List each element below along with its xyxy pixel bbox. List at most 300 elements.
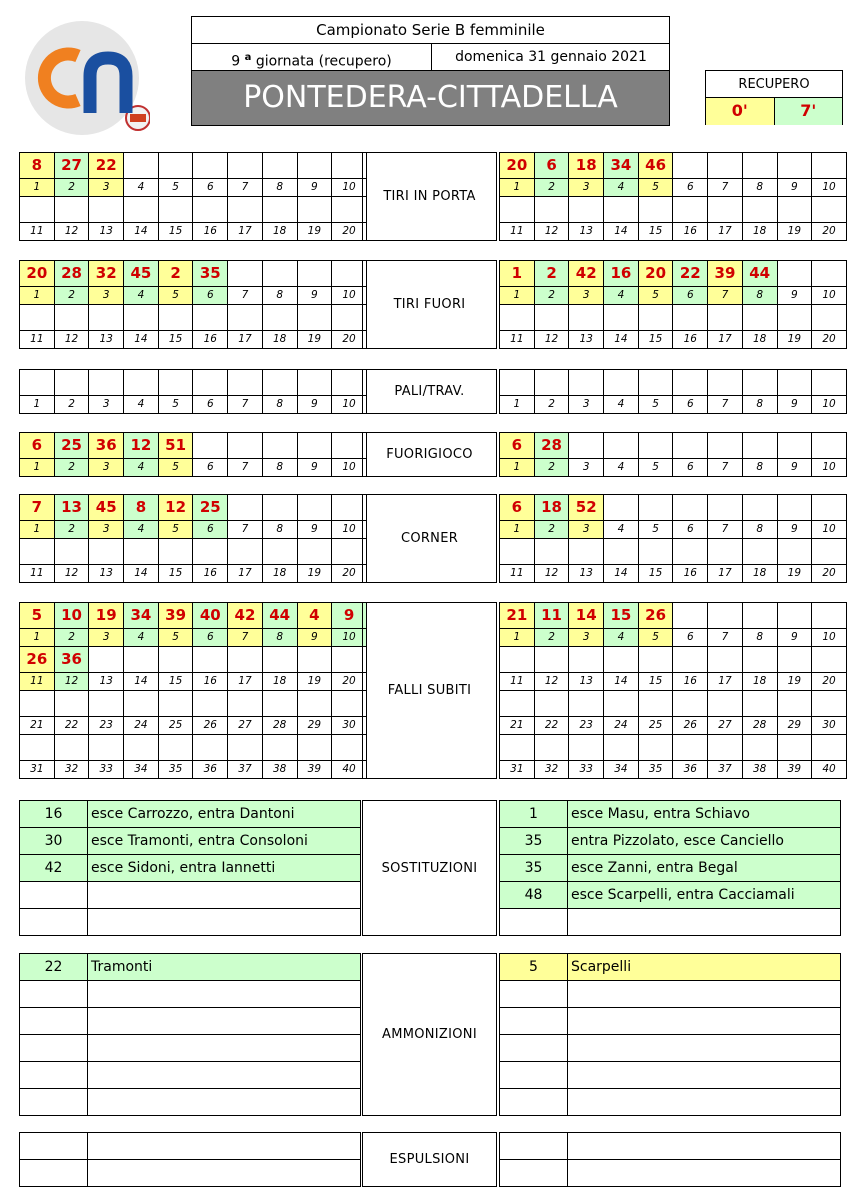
slot-number: 27 — [228, 717, 263, 735]
minute-cell — [500, 305, 535, 331]
minute-cell: 45 — [124, 261, 159, 287]
event-minute — [500, 1089, 568, 1116]
minute-cell — [604, 433, 639, 459]
slot-number: 32 — [54, 761, 89, 779]
slot-number: 8 — [742, 396, 777, 414]
minute-cell — [604, 495, 639, 521]
minute-cell — [124, 305, 159, 331]
minute-cell: 26 — [20, 647, 55, 673]
event-description — [88, 882, 361, 909]
slot-number: 4 — [124, 459, 159, 477]
minute-cell — [500, 370, 535, 396]
minute-cell: 27 — [54, 153, 89, 179]
slot-number: 1 — [500, 287, 535, 305]
slot-number: 7 — [708, 629, 743, 647]
slot-number: 6 — [193, 629, 228, 647]
list-row — [500, 801, 841, 828]
slot-number: 15 — [638, 331, 673, 349]
minute-cell — [812, 433, 847, 459]
slot-number: 9 — [777, 459, 812, 477]
slot-number: 5 — [638, 521, 673, 539]
minute-cell — [742, 735, 777, 761]
minute-cell — [193, 735, 228, 761]
slot-number: 20 — [812, 673, 847, 691]
slot-number: 5 — [638, 459, 673, 477]
slot-number: 12 — [54, 673, 89, 691]
minute-cell — [262, 305, 297, 331]
minute-cell: 36 — [54, 647, 89, 673]
slot-number: 4 — [604, 287, 639, 305]
minute-cell — [708, 370, 743, 396]
falli-subiti-label: FALLI SUBITI — [362, 602, 497, 779]
list-row — [20, 1089, 361, 1116]
minute-cell — [20, 305, 55, 331]
slot-number: 16 — [193, 565, 228, 583]
slot-number: 20 — [812, 331, 847, 349]
minute-cell: 13 — [54, 495, 89, 521]
minute-cell — [124, 539, 159, 565]
minute-cell — [742, 370, 777, 396]
minute-cell — [297, 647, 332, 673]
minute-cell: 26 — [638, 603, 673, 629]
corner-away-grid — [499, 494, 847, 583]
round-suffix: a — [244, 52, 252, 63]
slot-number: 14 — [124, 223, 159, 241]
slot-number: 18 — [742, 331, 777, 349]
minute-cell — [638, 691, 673, 717]
tiri-fuori-home-grid — [19, 260, 367, 349]
event-minute: 30 — [20, 828, 88, 855]
minute-cell: 39 — [158, 603, 193, 629]
minute-cell — [777, 197, 812, 223]
slot-number: 20 — [812, 223, 847, 241]
slot-number: 13 — [569, 223, 604, 241]
minute-cell — [812, 305, 847, 331]
slot-number: 1 — [20, 179, 55, 197]
event-description — [88, 909, 361, 936]
list-row — [20, 1008, 361, 1035]
slot-number: 10 — [332, 396, 367, 414]
slot-number: 3 — [569, 459, 604, 477]
minute-cell — [158, 197, 193, 223]
minute-cell — [20, 370, 55, 396]
minute-cell: 25 — [193, 495, 228, 521]
event-description: Scarpelli — [568, 954, 841, 981]
slot-number: 17 — [228, 565, 263, 583]
slot-number: 34 — [124, 761, 159, 779]
slot-number: 7 — [228, 396, 263, 414]
minute-cell — [54, 197, 89, 223]
tiri-in-porta-label: TIRI IN PORTA — [362, 152, 497, 241]
minute-cell — [158, 735, 193, 761]
slot-number: 4 — [604, 396, 639, 414]
slot-number: 13 — [89, 331, 124, 349]
slot-number: 5 — [638, 287, 673, 305]
slot-number: 12 — [534, 223, 569, 241]
slot-number: 23 — [89, 717, 124, 735]
minute-cell — [742, 495, 777, 521]
slot-number: 4 — [124, 287, 159, 305]
slot-number: 9 — [297, 396, 332, 414]
minute-cell — [569, 197, 604, 223]
slot-number: 36 — [193, 761, 228, 779]
slot-number: 8 — [742, 287, 777, 305]
minute-cell: 20 — [20, 261, 55, 287]
event-minute: 42 — [20, 855, 88, 882]
minute-cell — [638, 433, 673, 459]
slot-number: 5 — [158, 287, 193, 305]
minute-cell — [158, 305, 193, 331]
minute-cell — [742, 603, 777, 629]
slot-number: 1 — [500, 629, 535, 647]
slot-number: 33 — [89, 761, 124, 779]
tiri-in-porta-home-grid — [19, 152, 367, 241]
tiri-in-porta-away-grid — [499, 152, 847, 241]
minute-cell — [708, 433, 743, 459]
slot-number: 20 — [332, 673, 367, 691]
minute-cell: 8 — [124, 495, 159, 521]
slot-number: 11 — [20, 331, 55, 349]
minute-cell: 10 — [54, 603, 89, 629]
minute-cell — [742, 691, 777, 717]
minute-cell — [708, 539, 743, 565]
list-row — [20, 1062, 361, 1089]
minute-cell — [534, 691, 569, 717]
slot-number: 18 — [262, 223, 297, 241]
minute-cell — [228, 305, 263, 331]
slot-number: 37 — [228, 761, 263, 779]
minute-cell — [777, 603, 812, 629]
minute-cell — [708, 691, 743, 717]
minute-cell — [777, 305, 812, 331]
minute-cell — [673, 197, 708, 223]
slot-number: 25 — [638, 717, 673, 735]
minute-cell — [500, 691, 535, 717]
minute-cell — [20, 735, 55, 761]
minute-cell — [534, 647, 569, 673]
slot-number: 39 — [297, 761, 332, 779]
minute-cell — [158, 691, 193, 717]
slot-number: 15 — [158, 565, 193, 583]
minute-cell — [569, 647, 604, 673]
slot-number: 9 — [777, 521, 812, 539]
event-description — [88, 1089, 361, 1116]
slot-number: 16 — [673, 331, 708, 349]
list-row — [20, 981, 361, 1008]
minute-cell — [262, 370, 297, 396]
slot-number: 17 — [708, 565, 743, 583]
slot-number: 31 — [500, 761, 535, 779]
minute-cell: 6 — [534, 153, 569, 179]
event-description: esce Masu, entra Schiavo — [568, 801, 841, 828]
event-description — [88, 1062, 361, 1089]
slot-number: 12 — [54, 331, 89, 349]
minute-cell — [262, 691, 297, 717]
minute-cell — [569, 370, 604, 396]
slot-number: 17 — [708, 673, 743, 691]
minute-cell — [638, 197, 673, 223]
slot-number: 4 — [124, 179, 159, 197]
slot-number: 2 — [534, 179, 569, 197]
event-minute: 1 — [500, 801, 568, 828]
event-description — [568, 981, 841, 1008]
minute-cell: 12 — [124, 433, 159, 459]
slot-number: 19 — [777, 223, 812, 241]
slot-number: 2 — [54, 459, 89, 477]
pali-trav-label: PALI/TRAV. — [362, 369, 497, 414]
recupero-first-half: 0' — [706, 98, 774, 125]
slot-number: 2 — [54, 629, 89, 647]
minute-cell — [89, 539, 124, 565]
slot-number: 29 — [297, 717, 332, 735]
minute-cell: 5 — [20, 603, 55, 629]
minute-cell: 11 — [534, 603, 569, 629]
minute-cell — [742, 647, 777, 673]
list-row — [20, 1035, 361, 1062]
minute-cell — [297, 305, 332, 331]
event-minute: 16 — [20, 801, 88, 828]
minute-cell — [708, 305, 743, 331]
slot-number: 10 — [332, 521, 367, 539]
list-row — [20, 855, 361, 882]
minute-cell — [638, 495, 673, 521]
event-description — [568, 1062, 841, 1089]
slot-number: 7 — [708, 521, 743, 539]
minute-cell: 45 — [89, 495, 124, 521]
slot-number: 19 — [297, 565, 332, 583]
round-text: giornata (recupero) — [255, 53, 392, 70]
minute-cell — [228, 197, 263, 223]
falli-subiti-away-grid — [499, 602, 847, 779]
slot-number: 35 — [638, 761, 673, 779]
slot-number: 9 — [777, 287, 812, 305]
minute-cell: 22 — [673, 261, 708, 287]
minute-cell — [638, 305, 673, 331]
minute-cell — [604, 197, 639, 223]
minute-cell — [228, 691, 263, 717]
minute-cell — [777, 691, 812, 717]
slot-number: 24 — [124, 717, 159, 735]
list-row — [500, 855, 841, 882]
list-row — [500, 828, 841, 855]
recupero-box — [705, 70, 843, 125]
slot-number: 8 — [262, 396, 297, 414]
slot-number: 18 — [262, 565, 297, 583]
minute-cell: 6 — [20, 433, 55, 459]
slot-number: 9 — [777, 629, 812, 647]
slot-number: 24 — [604, 717, 639, 735]
minute-cell — [534, 370, 569, 396]
minute-cell — [228, 433, 263, 459]
minute-cell — [500, 539, 535, 565]
minute-cell — [20, 197, 55, 223]
slot-number: 10 — [812, 459, 847, 477]
minute-cell — [604, 370, 639, 396]
minute-cell — [812, 735, 847, 761]
minute-cell: 36 — [89, 433, 124, 459]
event-minute — [20, 981, 88, 1008]
event-description — [568, 1160, 841, 1187]
minute-cell — [534, 305, 569, 331]
slot-number: 38 — [742, 761, 777, 779]
minute-cell: 18 — [569, 153, 604, 179]
round-info — [192, 44, 669, 71]
slot-number: 12 — [534, 331, 569, 349]
slot-number: 6 — [673, 459, 708, 477]
minute-cell: 22 — [89, 153, 124, 179]
minute-cell — [673, 153, 708, 179]
slot-number: 2 — [54, 287, 89, 305]
slot-number: 17 — [228, 673, 263, 691]
minute-cell: 2 — [158, 261, 193, 287]
minute-cell — [534, 539, 569, 565]
slot-number: 39 — [777, 761, 812, 779]
slot-number: 13 — [89, 565, 124, 583]
minute-cell — [262, 647, 297, 673]
minute-cell — [262, 539, 297, 565]
minute-cell: 9 — [332, 603, 367, 629]
slot-number: 17 — [708, 331, 743, 349]
slot-number: 19 — [777, 331, 812, 349]
slot-number: 11 — [500, 673, 535, 691]
slot-number: 3 — [569, 521, 604, 539]
slot-number: 30 — [812, 717, 847, 735]
slot-number: 18 — [742, 223, 777, 241]
minute-cell: 15 — [604, 603, 639, 629]
slot-number: 30 — [332, 717, 367, 735]
slot-number: 16 — [673, 223, 708, 241]
slot-number: 13 — [569, 565, 604, 583]
event-description: esce Tramonti, entra Consoloni — [88, 828, 361, 855]
event-description — [88, 1008, 361, 1035]
minute-cell: 44 — [262, 603, 297, 629]
slot-number: 16 — [193, 223, 228, 241]
pali-trav-home-grid — [19, 369, 367, 414]
minute-cell: 14 — [569, 603, 604, 629]
slot-number: 4 — [604, 521, 639, 539]
minute-cell — [534, 197, 569, 223]
slot-number: 3 — [89, 287, 124, 305]
slot-number: 7 — [708, 459, 743, 477]
slot-number: 32 — [534, 761, 569, 779]
event-minute — [20, 1089, 88, 1116]
minute-cell: 28 — [534, 433, 569, 459]
minute-cell — [742, 197, 777, 223]
slot-number: 4 — [604, 459, 639, 477]
list-row — [20, 1160, 361, 1187]
slot-number: 19 — [297, 223, 332, 241]
minute-cell: 35 — [193, 261, 228, 287]
slot-number: 6 — [673, 287, 708, 305]
minute-cell — [777, 370, 812, 396]
slot-number: 11 — [500, 331, 535, 349]
minute-cell: 46 — [638, 153, 673, 179]
slot-number: 3 — [89, 629, 124, 647]
minute-cell — [124, 153, 159, 179]
minute-cell: 7 — [20, 495, 55, 521]
slot-number: 5 — [158, 629, 193, 647]
minute-cell — [569, 305, 604, 331]
minute-cell — [604, 735, 639, 761]
minute-cell — [638, 370, 673, 396]
slot-number: 3 — [569, 629, 604, 647]
event-minute: 22 — [20, 954, 88, 981]
minute-cell — [569, 433, 604, 459]
tiri-fuori-label: TIRI FUORI — [362, 260, 497, 349]
slot-number: 17 — [228, 331, 263, 349]
minute-cell — [124, 370, 159, 396]
slot-number: 8 — [742, 629, 777, 647]
event-minute — [20, 1160, 88, 1187]
event-description — [568, 1008, 841, 1035]
slot-number: 21 — [20, 717, 55, 735]
slot-number: 4 — [124, 521, 159, 539]
minute-cell — [228, 735, 263, 761]
minute-cell — [742, 305, 777, 331]
minute-cell — [638, 539, 673, 565]
slot-number: 1 — [500, 521, 535, 539]
minute-cell — [262, 433, 297, 459]
event-description: entra Pizzolato, esce Canciello — [568, 828, 841, 855]
minute-cell — [54, 539, 89, 565]
slot-number: 9 — [297, 287, 332, 305]
minute-cell: 21 — [500, 603, 535, 629]
recupero-second-half: 7' — [774, 98, 843, 125]
espulsioni-away-list — [499, 1132, 841, 1187]
minute-cell: 2 — [534, 261, 569, 287]
minute-cell: 6 — [500, 495, 535, 521]
slot-number: 6 — [193, 521, 228, 539]
slot-number: 13 — [89, 223, 124, 241]
minute-cell — [124, 197, 159, 223]
slot-number: 7 — [228, 459, 263, 477]
slot-number: 23 — [569, 717, 604, 735]
slot-number: 1 — [500, 396, 535, 414]
slot-number: 9 — [777, 396, 812, 414]
slot-number: 5 — [158, 179, 193, 197]
minute-cell — [638, 735, 673, 761]
minute-cell — [673, 305, 708, 331]
slot-number: 13 — [569, 331, 604, 349]
slot-number: 19 — [297, 673, 332, 691]
slot-number: 2 — [534, 396, 569, 414]
minute-cell — [297, 539, 332, 565]
minute-cell — [569, 691, 604, 717]
slot-number: 1 — [500, 459, 535, 477]
event-description: Tramonti — [88, 954, 361, 981]
slot-number: 6 — [193, 459, 228, 477]
slot-number: 3 — [569, 396, 604, 414]
slot-number: 5 — [158, 521, 193, 539]
slot-number: 1 — [20, 459, 55, 477]
slot-number: 12 — [534, 565, 569, 583]
slot-number: 7 — [228, 629, 263, 647]
minute-cell — [158, 153, 193, 179]
slot-number: 7 — [228, 521, 263, 539]
minute-cell — [673, 735, 708, 761]
slot-number: 15 — [158, 673, 193, 691]
slot-number: 1 — [20, 521, 55, 539]
slot-number: 12 — [54, 565, 89, 583]
minute-cell — [89, 197, 124, 223]
slot-number: 29 — [777, 717, 812, 735]
minute-cell: 8 — [20, 153, 55, 179]
slot-number: 19 — [777, 673, 812, 691]
slot-number: 9 — [297, 179, 332, 197]
slot-number: 8 — [742, 179, 777, 197]
slot-number: 5 — [638, 396, 673, 414]
list-row — [500, 954, 841, 981]
